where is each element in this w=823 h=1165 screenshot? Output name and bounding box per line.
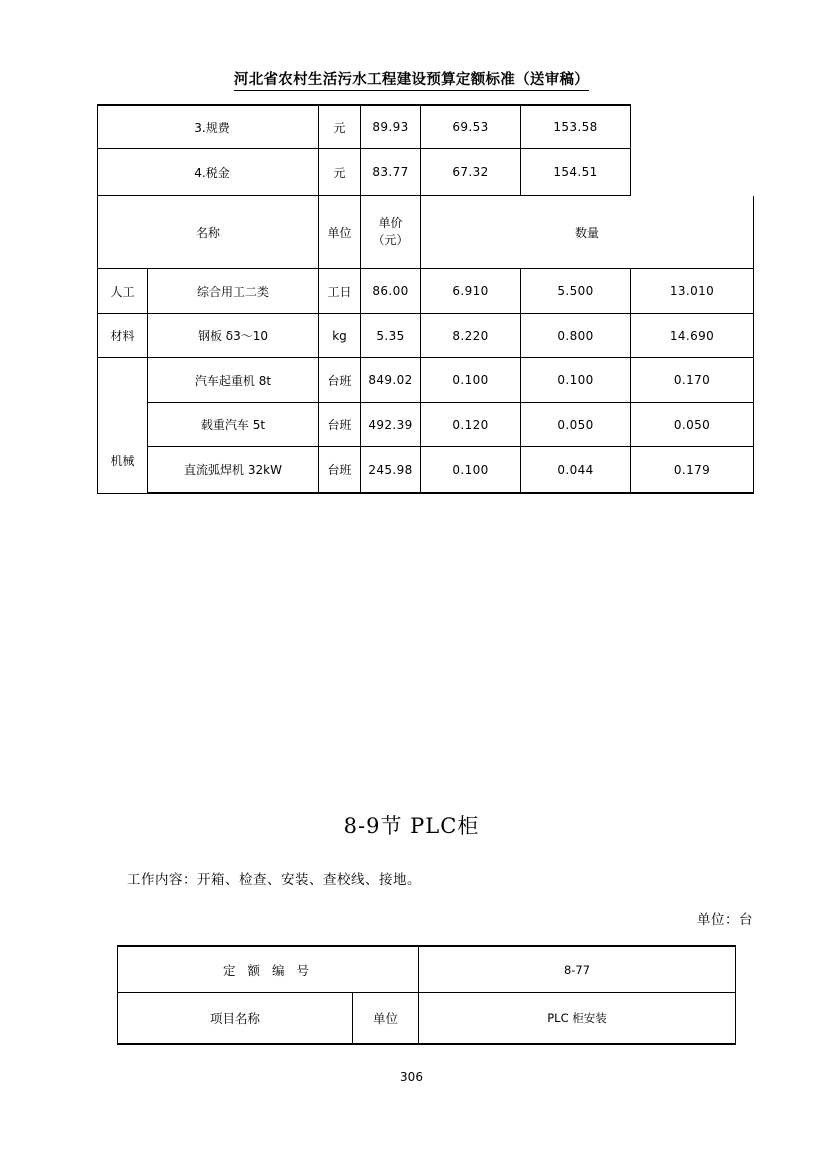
table-row	[98, 447, 754, 494]
category-labor: 人工	[98, 269, 148, 314]
item-qty-3: 14.690	[631, 314, 754, 358]
fee-label: 4.税金	[98, 149, 319, 196]
item-unit-price: 86.00	[361, 269, 421, 314]
item-unit-label: 单位	[353, 993, 419, 1045]
table-row	[98, 105, 754, 149]
item-qty-1: 0.120	[421, 403, 521, 447]
item-name: 综合用工二类	[148, 269, 319, 314]
item-qty-3: 13.010	[631, 269, 754, 314]
table-row	[118, 946, 736, 993]
fee-unit: 元	[319, 149, 361, 196]
unit-note: 单位：台	[697, 912, 753, 928]
page-title	[0, 68, 823, 89]
table-row	[98, 358, 754, 403]
item-qty-2: 0.800	[521, 314, 631, 358]
table-row	[98, 269, 754, 314]
quota-code-table	[117, 945, 736, 1045]
item-qty-1: 8.220	[421, 314, 521, 358]
item-qty-2: 0.044	[521, 447, 631, 494]
item-unit-price: 849.02	[361, 358, 421, 403]
fee-unit: 元	[319, 105, 361, 149]
fee-value-2: 67.32	[421, 149, 521, 196]
header-unit-price	[361, 196, 421, 269]
fee-value-2: 69.53	[421, 105, 521, 149]
header-unit-price-line1: 单价	[378, 215, 403, 230]
fee-value-1: 83.77	[361, 149, 421, 196]
category-machinery: 机械	[98, 358, 148, 494]
cost-breakdown-table	[97, 104, 754, 494]
item-unit-price: 245.98	[361, 447, 421, 494]
item-name: 直流弧焊机 32kW	[148, 447, 319, 494]
item-unit: kg	[319, 314, 361, 358]
item-qty-2: 0.050	[521, 403, 631, 447]
item-name: 汽车起重机 8t	[148, 358, 319, 403]
fee-label: 3.规费	[98, 105, 319, 149]
item-name: 钢板 δ3～10	[148, 314, 319, 358]
fee-value-3: 153.58	[521, 105, 631, 149]
table-row	[98, 149, 754, 196]
item-qty-2: 5.500	[521, 269, 631, 314]
item-qty-3: 0.170	[631, 358, 754, 403]
item-qty-3: 0.050	[631, 403, 754, 447]
item-unit: 台班	[319, 447, 361, 494]
fee-value-1: 89.93	[361, 105, 421, 149]
item-value: PLC 柜安装	[419, 993, 736, 1045]
header-quantity: 数量	[421, 196, 754, 269]
table-row	[118, 993, 736, 1045]
table-header-row	[98, 196, 754, 269]
item-qty-1: 0.100	[421, 447, 521, 494]
item-unit: 工日	[319, 269, 361, 314]
header-name: 名称	[98, 196, 319, 269]
table-row	[98, 403, 754, 447]
table-row	[98, 314, 754, 358]
item-name: 载重汽车 5t	[148, 403, 319, 447]
item-qty-1: 0.100	[421, 358, 521, 403]
work-content-text: 工作内容：开箱、检查、安装、查校线、接地。	[127, 872, 421, 888]
fee-value-3: 154.51	[521, 149, 631, 196]
category-material: 材料	[98, 314, 148, 358]
section-heading: 8-9节 PLC柜	[343, 814, 480, 838]
item-name-label: 项目名称	[118, 993, 353, 1045]
header-unit-price-line2: （元）	[372, 233, 409, 247]
item-qty-1: 6.910	[421, 269, 521, 314]
page-number: 306	[400, 1070, 423, 1084]
item-unit: 台班	[319, 358, 361, 403]
item-qty-2: 0.100	[521, 358, 631, 403]
item-unit-price: 492.39	[361, 403, 421, 447]
item-unit-price: 5.35	[361, 314, 421, 358]
page-title-text: 河北省农村生活污水工程建设预算定额标准（送审稿）	[234, 72, 589, 91]
item-qty-3: 0.179	[631, 447, 754, 494]
quota-code-label: 定 额 编 号	[118, 946, 419, 993]
quota-code-value: 8-77	[419, 946, 736, 993]
item-unit: 台班	[319, 403, 361, 447]
header-unit: 单位	[319, 196, 361, 269]
